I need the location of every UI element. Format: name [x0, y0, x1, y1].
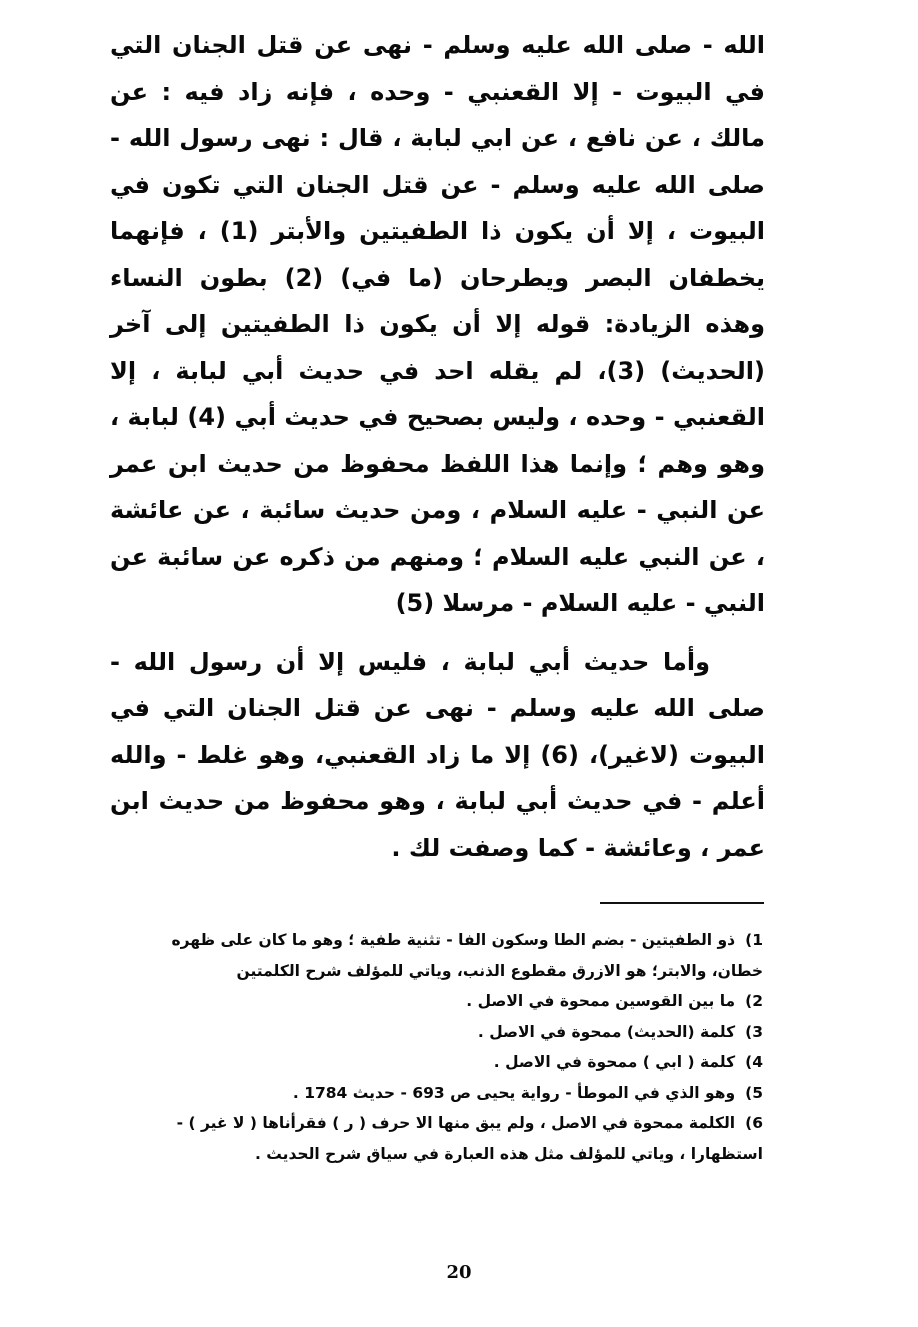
- footnote-4: [118, 1047, 763, 1078]
- footnote-number: 4): [745, 1053, 763, 1071]
- footnote-text: ما بين القوسين ممحوة في الاصل .: [466, 992, 736, 1010]
- footnote-number: 2): [745, 992, 763, 1010]
- footnote-5: [118, 1078, 763, 1109]
- footnote-text: الكلمة ممحوة في الاصل ، ولم يبق منها الا حرف ( ر ) فقرأناها ( لا غير ) - استظهارا ، وياتي للمؤلف مثل هذه العبارة في سياق شرح الحديث .: [176, 1114, 763, 1163]
- body-paragraph-1: الله - صلى الله عليه وسلم - نهى عن قتل الجنان التي في البيوت - إلا القعنبي - وحده ، فإنه زاد فيه : عن مالك ، عن نافع ، عن ابي لبابة ، قال : نهى رسول الله - صلى الله عليه وسلم - عن قتل الجنان التي تكون في البيوت ، إلا أن يكون ذا الطفيتين والأبتر (1) ، فإنهما يخطفان البصر ويطرحان (ما في) (2) بطون النساء وهذه الزيادة: قوله إلا أن يكون ذا الطفيتين إلى آخر (الحديث) (3)، لم يقله احد في حديث أبي لبابة ، إلا القعنبي - وحده ، وليس بصحيح في حديث أبي (4) لبابة ، وهو وهم ؛ وإنما هذا اللفظ محفوظ من حديث ابن عمر عن النبي - عليه السلام ، ومن حديث سائبة ، عن عائشة ، عن النبي عليه السلام ؛ ومنهم من ذكره عن سائبة عن النبي - عليه السلام - مرسلا (5): [110, 31, 766, 617]
- footnote-number: 3): [745, 1022, 763, 1041]
- footnote-3: [118, 1017, 763, 1048]
- main-text: [110, 22, 765, 871]
- page-number: 20: [446, 1262, 472, 1283]
- footnote-6: [118, 1108, 763, 1169]
- footnote-text: كلمة (الحديث) ممحوة في الاصل .: [477, 1022, 736, 1041]
- footnote-text: كلمة ( ابي ) ممحوة في الاصل .: [493, 1053, 736, 1071]
- footnote-number: 6): [745, 1114, 763, 1132]
- footnote-2: [118, 986, 763, 1017]
- footnote-text: ذو الطفيتين - بضم الطا وسكون الفا - تثنية طفية ؛ وهو ما كان على ظهره خطان، والابتر؛ هو الازرق مقطوع الذنب، وياتي للمؤلف شرح الكلمتين: [171, 931, 763, 980]
- footnote-separator: [600, 902, 764, 904]
- footnote-number: 5): [745, 1083, 763, 1102]
- footnote-number: 1): [745, 931, 763, 949]
- footnote-text: وهو الذي في الموطأ - رواية يحيى ص 693 - حديث 1784 .: [292, 1083, 736, 1102]
- body-paragraph-2: وأما حديث أبي لبابة ، فليس إلا أن رسول الله - صلى الله عليه وسلم - نهى عن قتل الجنان التي في البيوت (لاغير)، (6) إلا ما زاد القعنبي، وهو غلط - والله أعلم - في حديث أبي لبابة ، وهو محفوظ من حديث ابن عمر ، وعائشة - كما وصفت لك .: [110, 647, 765, 862]
- footnote-1: [118, 925, 763, 986]
- footnotes: [118, 925, 763, 1169]
